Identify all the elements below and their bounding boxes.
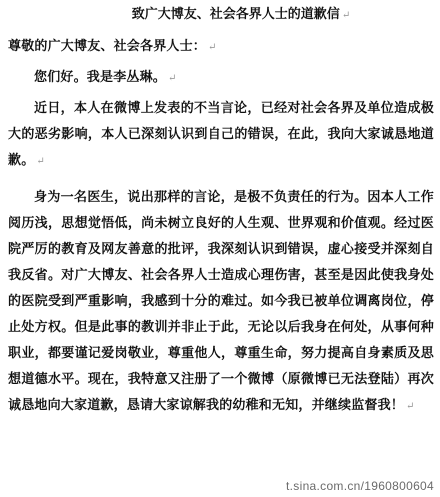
- reflection-paragraph: 身为一名医生，说出那样的言论，是极不负责任的行为。因本人工作阅历浅，思想觉悟低，尚未树立良好的人生观、世界观和价值观。经过医院严厉的教育及网友善意的批评，我深刻认识到错误，虚心接受并深刻自我反省。对广大博友、社会各界人士造成心理伤害，甚至是因此使我身处的医院受到严重影响，我感到十分的难过。如今我已被单位调离岗位，停止处方权。但是此事的教训并非止于此，无论以后我身在何处，从事何种职业，都要谨记爱岗敬业，尊重他人，尊重生命，努力提高自身素质及思想道德水平。现在，我特意又注册了一个微博（原微博已无法登陆）再次诚恳地向大家道歉，恳请大家谅解我的幼稚和无知，并继续监督我！ ↵: [8, 190, 434, 413]
- weibo-watermark: t.sina.com.cn/1960800604: [286, 479, 434, 493]
- letter-title: 致广大博友、社会各界人士的道歉信 ↵: [131, 7, 351, 22]
- paragraph-mark-icon: ↵: [341, 10, 351, 21]
- paragraph-mark-icon: ↵: [406, 401, 415, 412]
- paragraph-mark-icon: ↵: [168, 73, 177, 84]
- salutation: 尊敬的广大博友、社会各界人士： ↵: [8, 39, 217, 54]
- greeting-paragraph: 您们好。我是李丛琳。 ↵: [34, 70, 177, 85]
- paragraph-mark-icon: ↵: [208, 42, 217, 53]
- apology-paragraph: 近日，本人在微博上发表的不当言论，已经对社会各界及单位造成极大的恶劣影响，本人已深刻认识到自己的错误，在此，我向大家诚恳地道歉。 ↵: [8, 101, 434, 168]
- paragraph-mark-icon: ↵: [36, 156, 45, 167]
